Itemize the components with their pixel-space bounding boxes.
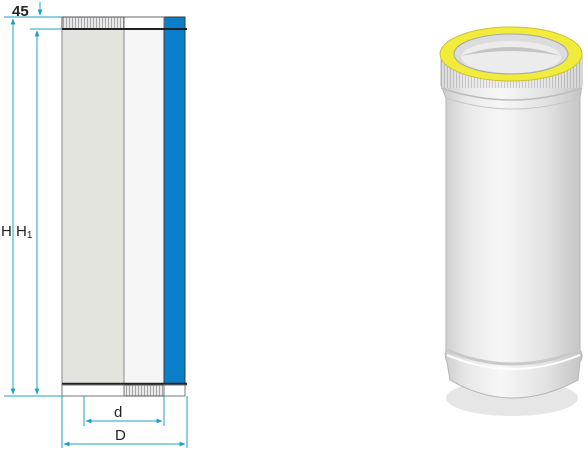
dim-D-label: D — [115, 427, 126, 444]
outer-shell-body — [124, 29, 164, 384]
bottom-inner-end — [62, 385, 124, 396]
top-outer-collar — [124, 17, 164, 29]
dim-H1-letter: H — [16, 223, 27, 240]
insulation-layer — [164, 17, 185, 384]
pipe-technical-drawing — [1, 2, 187, 448]
dim-H1-subscript: 1 — [26, 230, 33, 241]
bottom-ribbed-collar — [124, 385, 164, 396]
sandwich-chimney-pipe-icon — [440, 27, 582, 416]
inner-pipe-body — [62, 29, 124, 384]
dim-d-label: d — [114, 404, 123, 421]
dim-H-label: H — [1, 223, 12, 240]
dim-H1-label — [16, 223, 33, 241]
pipe-body — [441, 54, 582, 398]
top-ribbed-collar — [62, 17, 124, 29]
bottom-insulation-end — [164, 385, 185, 396]
pipe-inner-bore — [461, 41, 561, 73]
dim-45-label: 45 — [12, 3, 29, 20]
